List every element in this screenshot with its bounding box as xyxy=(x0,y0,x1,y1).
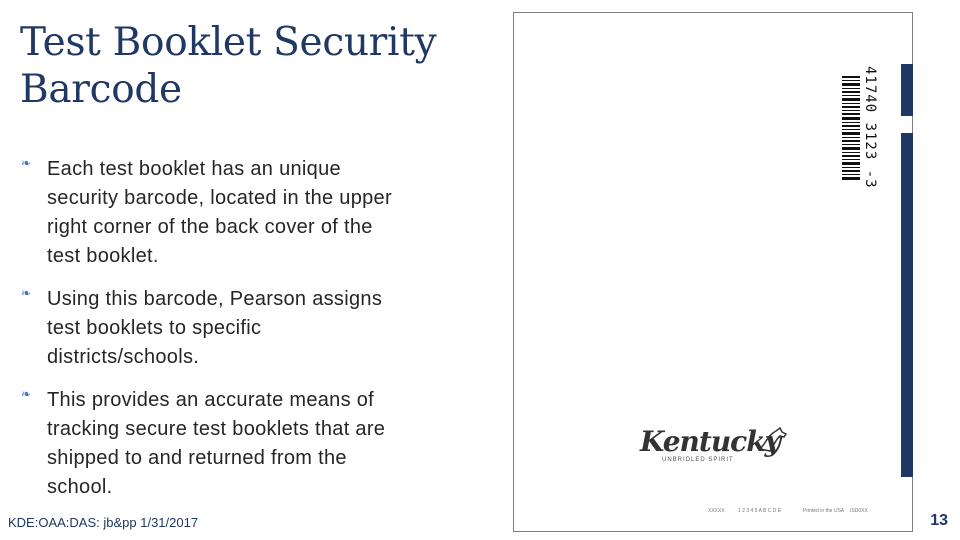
bullet-text: This provides an accurate means of tracking secure test booklets that are shipped to and returned from the school. xyxy=(47,389,386,498)
barcode-number: 41740 3123 -3 xyxy=(862,66,878,189)
logo-wordmark: Kentucky xyxy=(640,425,780,458)
slide-footer: KDE:OAA:DAS: jb&pp 1/31/2017 xyxy=(8,515,199,530)
bullet-item xyxy=(20,285,400,372)
security-barcode xyxy=(842,76,860,180)
fine-print: ISD0XX xyxy=(850,508,868,514)
cover-accent-bar xyxy=(901,133,913,477)
horse-icon xyxy=(758,427,788,453)
kentucky-logo xyxy=(640,425,790,475)
logo-tagline: UNBRIDLED SPIRIT xyxy=(662,457,734,463)
bullet-item xyxy=(20,155,400,271)
fine-print: 1 2 3 4 5 A B C D E xyxy=(738,508,782,514)
bullet-item xyxy=(20,386,400,502)
bullet-text: Each test booklet has an unique security barcode, located in the upper right corner of the back cover of the test booklet. xyxy=(47,158,392,267)
bullet-icon: ❧ xyxy=(21,387,32,401)
fine-print: Printed in the USA xyxy=(803,508,845,514)
cover-accent-bar xyxy=(901,64,913,116)
bullet-text: Using this barcode, Pearson assigns test booklets to specific districts/schools. xyxy=(47,288,383,368)
slide-title: Test Booklet Security Barcode xyxy=(20,20,437,112)
fine-print: XXXXX xyxy=(708,508,725,514)
page-number: 13 xyxy=(930,512,948,529)
bullet-icon: ❧ xyxy=(21,156,32,170)
bullet-icon: ❧ xyxy=(21,286,32,300)
bullet-list xyxy=(20,155,400,516)
